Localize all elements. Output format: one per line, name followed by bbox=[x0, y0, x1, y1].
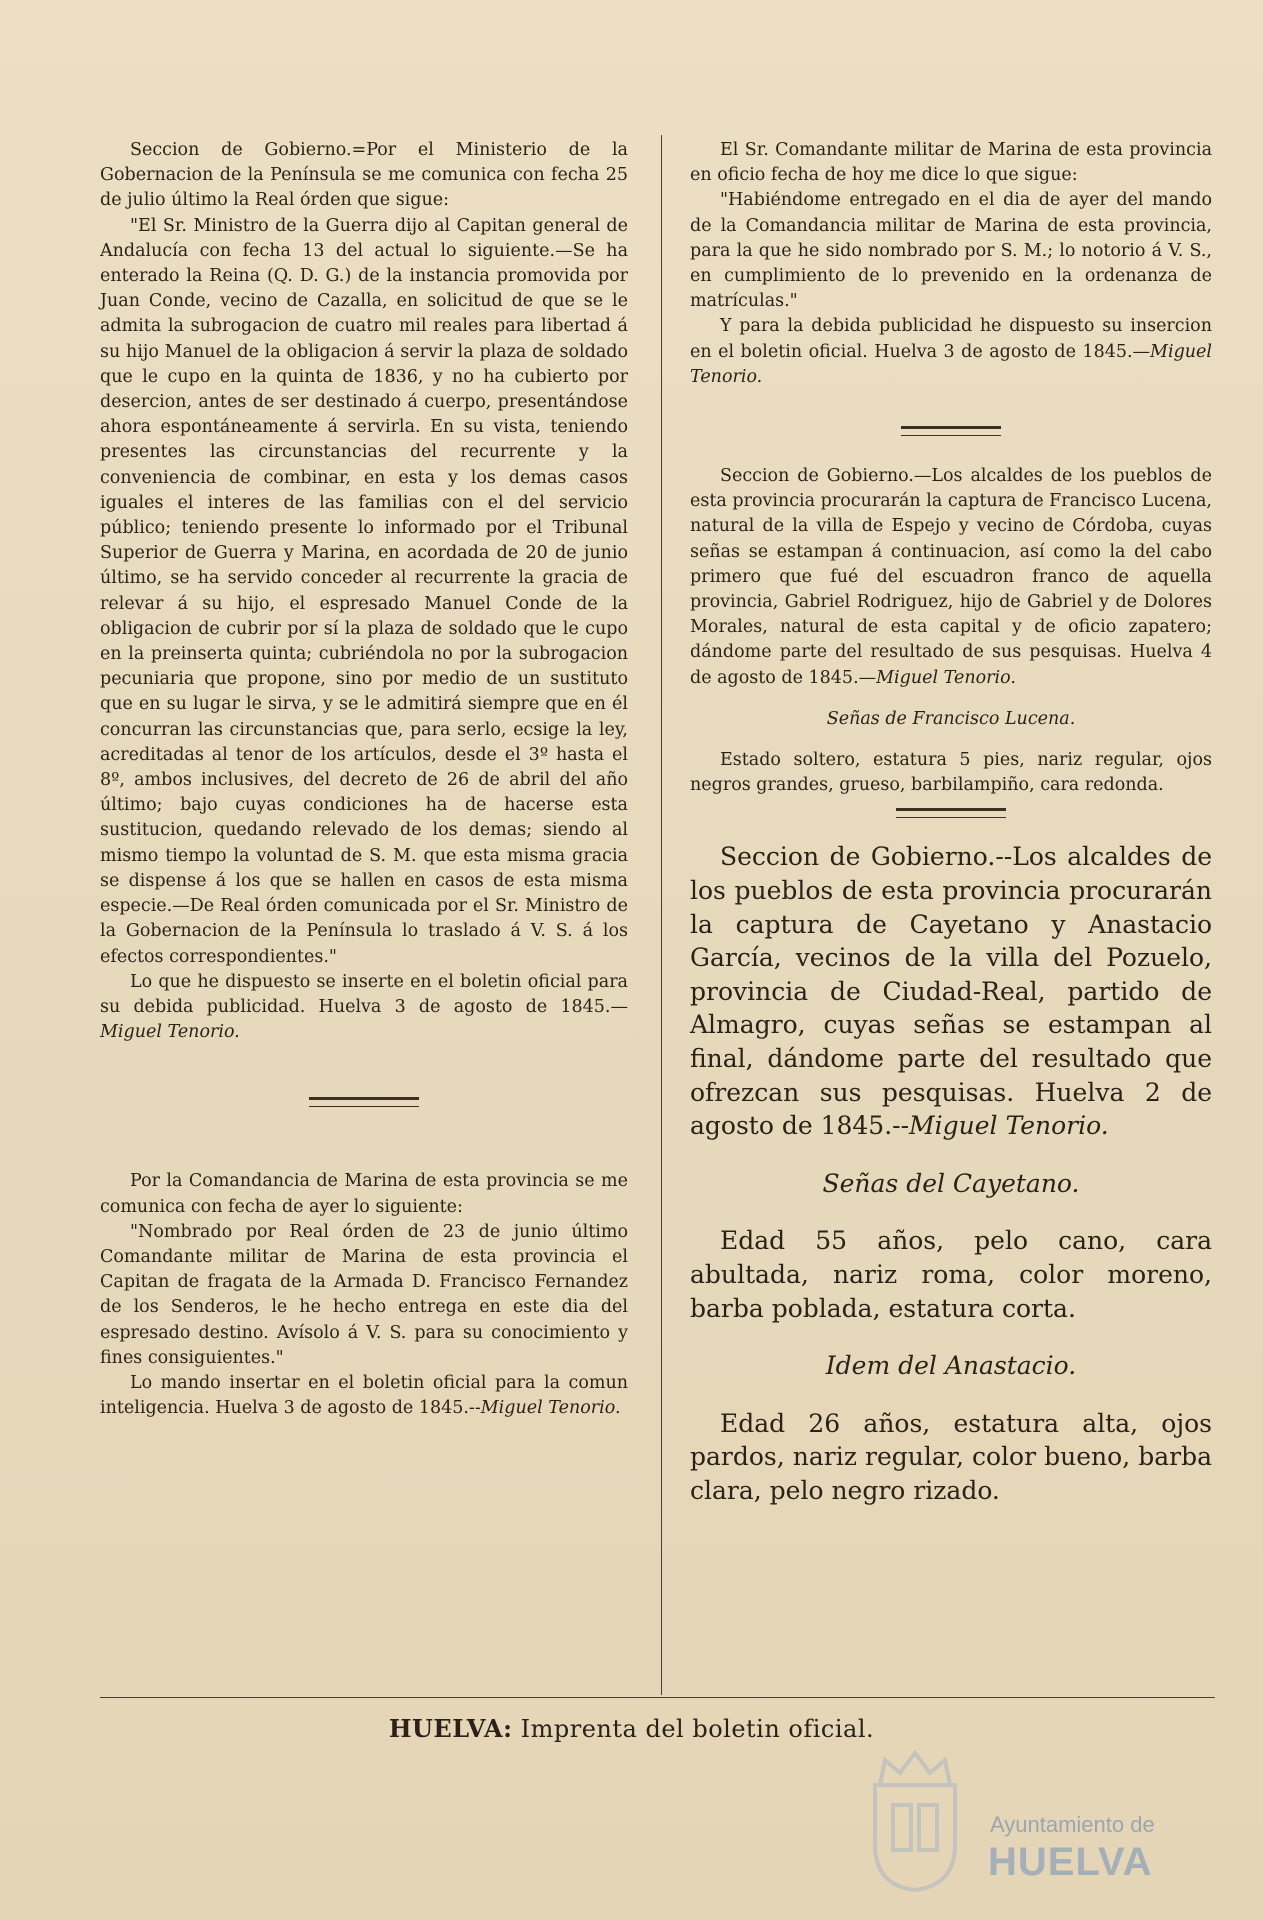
comandante-intro: El Sr. Comandante militar de Marina de esta provincia en oficio fecha de hoy me dice lo que sigue: bbox=[690, 140, 1212, 186]
left-column bbox=[100, 138, 628, 1421]
decree-body: "El Sr. Ministro de la Guerra dijo al Capitan general de Andalucía con fecha 13 del actual lo siguiente.—Se ha enterado la Reina (Q. D. G.) de la instancia promovida por Juan Conde, vecino de Cazalla, en solicitud de que se le admita la subrogacion de cuatro mil reales para libertad á su hijo Manuel de la obligacion á servir la plaza de soldado que le cupo en la quinta de 1836, y no ha cubierto por desercion, antes de ser destinado á cuerpo, presentándose ahora espontáneamente á servirla. En su vista, teniendo presentes las circunstancias del recurrente y la conveniencia de combinar, en esta y los demas casos iguales el interes de las familias con el del servicio público; teniendo presente lo informado por el Tribunal Superior de Guerra y Marina, en acordada de 20 de junio último, se ha servido conceder al recurrente la gracia de relevar á su hijo, el espresado Manuel Conde de la obligacion de cubrir por sí la plaza de soldado que le cupo en la preinserta quinta; cubriéndola no por la subrogacion pecuniaria que propone, sino por medio de un sustituto que en su lugar le sirva, y se le admitirá siempre que en él concurran las circunstancias que, para serlo, ecsige la ley, acreditadas al tenor de los artículos, desde el 3º hasta el 8º, ambos inclusives, del decreto de 26 de abril del año último; bajo cuyas condiciones ha de hacerse esta sustitucion, quedando relevado de los demas; siendo al mismo tiempo la voluntad de S. M. que esta misma gracia se dispense á los que se hallen en casos de esta misma especie.—De Real órden comunicada por el Sr. Ministro de la Gobernacion de la Península lo traslado á V. S. á los efectos correspondientes." bbox=[100, 215, 628, 967]
decree-closing: Lo que he dispuesto se inserte en el boletin oficial para su debida publicidad. Huelva 3 de agosto de 1845.—Miguel Tenorio. bbox=[100, 971, 628, 1043]
comandante-closing: Y para la debida publicidad he dispuesto su insercion en el boletin oficial. Huelva 3 de agosto de 1845.—Miguel Tenorio. bbox=[690, 316, 1212, 387]
lucena-notice: Seccion de Gobierno.—Los alcaldes de los pueblos de esta provincia procurarán la captura de Francisco Lucena, natural de la villa de Espejo y vecino de Córdoba, cuyas señas se estampan á continuacion, así como la del cabo primero que fué del escuadron franco de aquella provincia, Gabriel Rodriguez, hijo de Gabriel y de Dolores Morales, natural de esta capital y de oficio zapatero; dándome parte del resultado de sus pesquisas. Huelva 4 de agosto de 1845.—Miguel Tenorio. bbox=[690, 466, 1212, 688]
separator-rule bbox=[901, 426, 1001, 436]
lucena-heading: Señas de Francisco Lucena. bbox=[826, 708, 1076, 729]
watermark-line-2: HUELVA bbox=[988, 1840, 1153, 1884]
footer-city: HUELVA: bbox=[388, 1714, 513, 1743]
footer-text: Imprenta del boletin oficial. bbox=[520, 1715, 875, 1743]
marina-closing: Lo mando insertar en el boletin oficial para la comun inteligencia. Huelva 3 de agosto de 1845.--Miguel Tenorio. bbox=[100, 1372, 628, 1419]
comandante-quote: "Habiéndome entregado en el dia de ayer del mando de la Comandancia militar de Marina de esta provincia, para la que he sido nombrado por S. M.; lo notorio á V. S., en cumplimiento de lo prevenido en la ordenanza de matrículas." bbox=[690, 190, 1212, 312]
imprint-footer bbox=[0, 1714, 1263, 1743]
signature: Miguel Tenorio. bbox=[690, 341, 1212, 387]
separator-rule bbox=[896, 808, 1006, 818]
anastacio-heading: Idem del Anastacio. bbox=[825, 1351, 1077, 1381]
marina-body: "Nombrado por Real órden de 23 de junio último Comandante militar de Marina de esta provincia el Capitan de fragata de la Armada D. Francisco Fernandez de los Senderos, le he hecho entrega en este dia del espresado destino. Avísolo á V. S. para su conocimiento y fines consiguientes." bbox=[100, 1221, 628, 1368]
signature: Miguel Tenorio. bbox=[876, 667, 1016, 688]
footer-rule bbox=[100, 1697, 1215, 1698]
watermark-line-1: Ayuntamiento de bbox=[990, 1812, 1155, 1837]
signature: Miguel Tenorio. bbox=[100, 1022, 240, 1043]
cayetano-heading: Señas del Cayetano. bbox=[822, 1168, 1080, 1198]
signature: Miguel Tenorio. bbox=[480, 1398, 621, 1419]
anastacio-description: Edad 26 años, estatura alta, ojos pardos, nariz regular, color bueno, barba clara, pelo negro rizado. bbox=[690, 1408, 1212, 1505]
cayetano-description: Edad 55 años, pelo cano, cara abultada, nariz roma, color moreno, barba poblada, estatura corta. bbox=[690, 1226, 1212, 1323]
marina-intro: Por la Comandancia de Marina de esta provincia se me comunica con fecha de ayer lo siguiente: bbox=[100, 1171, 628, 1217]
separator-rule bbox=[309, 1097, 419, 1107]
garcia-section bbox=[690, 840, 1212, 1507]
signature: Miguel Tenorio. bbox=[909, 1111, 1109, 1141]
garcia-notice: Seccion de Gobierno.--Los alcaldes de los pueblos de esta provincia procurarán la captura de Cayetano y Anastacio García, vecinos de la villa del Pozuelo, provincia de Ciudad-Real, partido de Almagro, cuyas señas se estampan al final, dándome parte del resultado que ofrezcan sus pesquisas. Huelva 2 de agosto de 1845.--Miguel Tenorio. bbox=[690, 842, 1212, 1141]
decree-intro: Seccion de Gobierno.=Por el Ministerio de la Gobernacion de la Península se me comunica con fecha 25 de julio último la Real órden que sigue: bbox=[100, 140, 628, 211]
lucena-description: Estado soltero, estatura 5 pies, nariz regular, ojos negros grandes, grueso, barbilampiño, cara redonda. bbox=[690, 750, 1212, 796]
right-column bbox=[690, 138, 1212, 1508]
column-divider bbox=[661, 135, 662, 1695]
